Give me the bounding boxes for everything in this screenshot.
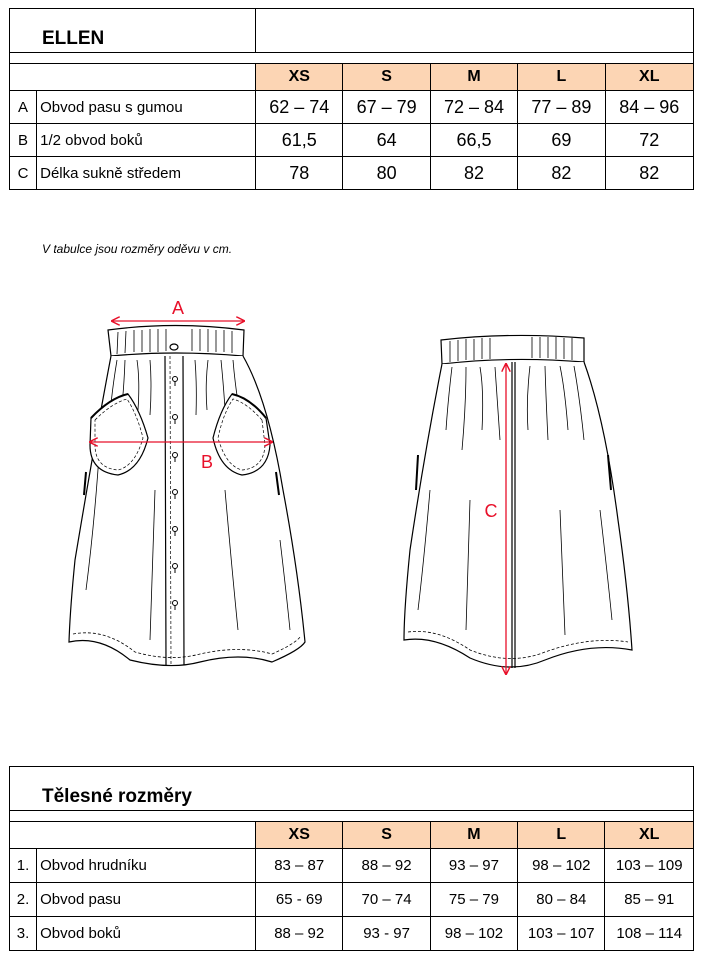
row-value: 93 - 97 xyxy=(343,917,430,951)
row-value: 64 xyxy=(343,124,430,157)
size-header-l: L xyxy=(518,822,605,849)
header-empty-cell xyxy=(10,64,256,91)
row-value: 61,5 xyxy=(256,124,343,157)
row-letter: A xyxy=(10,91,37,124)
row-value: 80 – 84 xyxy=(518,883,605,917)
table-row xyxy=(10,124,694,157)
row-value: 84 – 96 xyxy=(605,91,693,124)
size-header-xs: XS xyxy=(256,822,343,849)
size-header-s: S xyxy=(343,64,430,91)
measurement-b-label: B xyxy=(200,452,214,472)
row-value: 98 – 102 xyxy=(430,917,517,951)
row-label: Obvod pasu xyxy=(37,883,256,917)
row-value: 103 – 109 xyxy=(605,849,694,883)
row-value: 65 - 69 xyxy=(256,883,343,917)
row-value: 67 – 79 xyxy=(343,91,430,124)
row-label: 1/2 obvod boků xyxy=(37,124,256,157)
body-table-title: Tělesné rozměry xyxy=(10,767,694,811)
row-value: 82 xyxy=(605,157,693,190)
row-value: 88 – 92 xyxy=(256,917,343,951)
skirt-diagram xyxy=(0,290,704,690)
row-label: Obvod hrudníku xyxy=(37,849,256,883)
measurement-c-label: C xyxy=(484,501,498,521)
header-empty-cell xyxy=(10,822,256,849)
row-value: 82 xyxy=(518,157,605,190)
row-value: 69 xyxy=(518,124,605,157)
row-letter: C xyxy=(10,157,37,190)
spacer-row xyxy=(10,53,694,64)
size-header-xl: XL xyxy=(605,64,693,91)
row-value: 82 xyxy=(430,157,517,190)
table-row xyxy=(10,883,694,917)
table-row xyxy=(10,849,694,883)
row-letter: B xyxy=(10,124,37,157)
row-label: Délka sukně středem xyxy=(37,157,256,190)
row-value: 88 – 92 xyxy=(343,849,430,883)
table-row xyxy=(10,917,694,951)
row-number: 1. xyxy=(10,849,37,883)
size-header-xs: XS xyxy=(256,64,343,91)
table-row xyxy=(10,91,694,124)
row-number: 3. xyxy=(10,917,37,951)
row-value: 98 – 102 xyxy=(518,849,605,883)
back-skirt-drawing xyxy=(404,335,632,668)
row-value: 72 xyxy=(605,124,693,157)
size-header-xl: XL xyxy=(605,822,694,849)
row-value: 77 – 89 xyxy=(518,91,605,124)
row-value: 103 – 107 xyxy=(518,917,605,951)
row-value: 83 – 87 xyxy=(256,849,343,883)
size-header-m: M xyxy=(430,64,517,91)
row-value: 66,5 xyxy=(430,124,517,157)
row-value: 72 – 84 xyxy=(430,91,517,124)
row-value: 78 xyxy=(256,157,343,190)
garment-size-table xyxy=(9,8,694,190)
row-value: 70 – 74 xyxy=(343,883,430,917)
row-number: 2. xyxy=(10,883,37,917)
row-label: Obvod boků xyxy=(37,917,256,951)
row-value: 108 – 114 xyxy=(605,917,694,951)
units-note: V tabulce jsou rozměry oděvu v cm. xyxy=(42,242,233,256)
garment-title: ELLEN xyxy=(10,9,256,53)
size-header-s: S xyxy=(343,822,430,849)
row-value: 93 – 97 xyxy=(430,849,517,883)
row-label: Obvod pasu s gumou xyxy=(37,91,256,124)
size-header-m: M xyxy=(430,822,517,849)
row-value: 75 – 79 xyxy=(430,883,517,917)
row-value: 62 – 74 xyxy=(256,91,343,124)
table-row xyxy=(10,157,694,190)
body-size-table xyxy=(9,766,694,951)
row-value: 80 xyxy=(343,157,430,190)
measurement-a-label: A xyxy=(171,298,185,318)
front-skirt-drawing xyxy=(69,326,305,666)
spacer-row xyxy=(10,811,694,822)
size-header-l: L xyxy=(518,64,605,91)
row-value: 85 – 91 xyxy=(605,883,694,917)
title-empty-cell xyxy=(256,9,694,53)
